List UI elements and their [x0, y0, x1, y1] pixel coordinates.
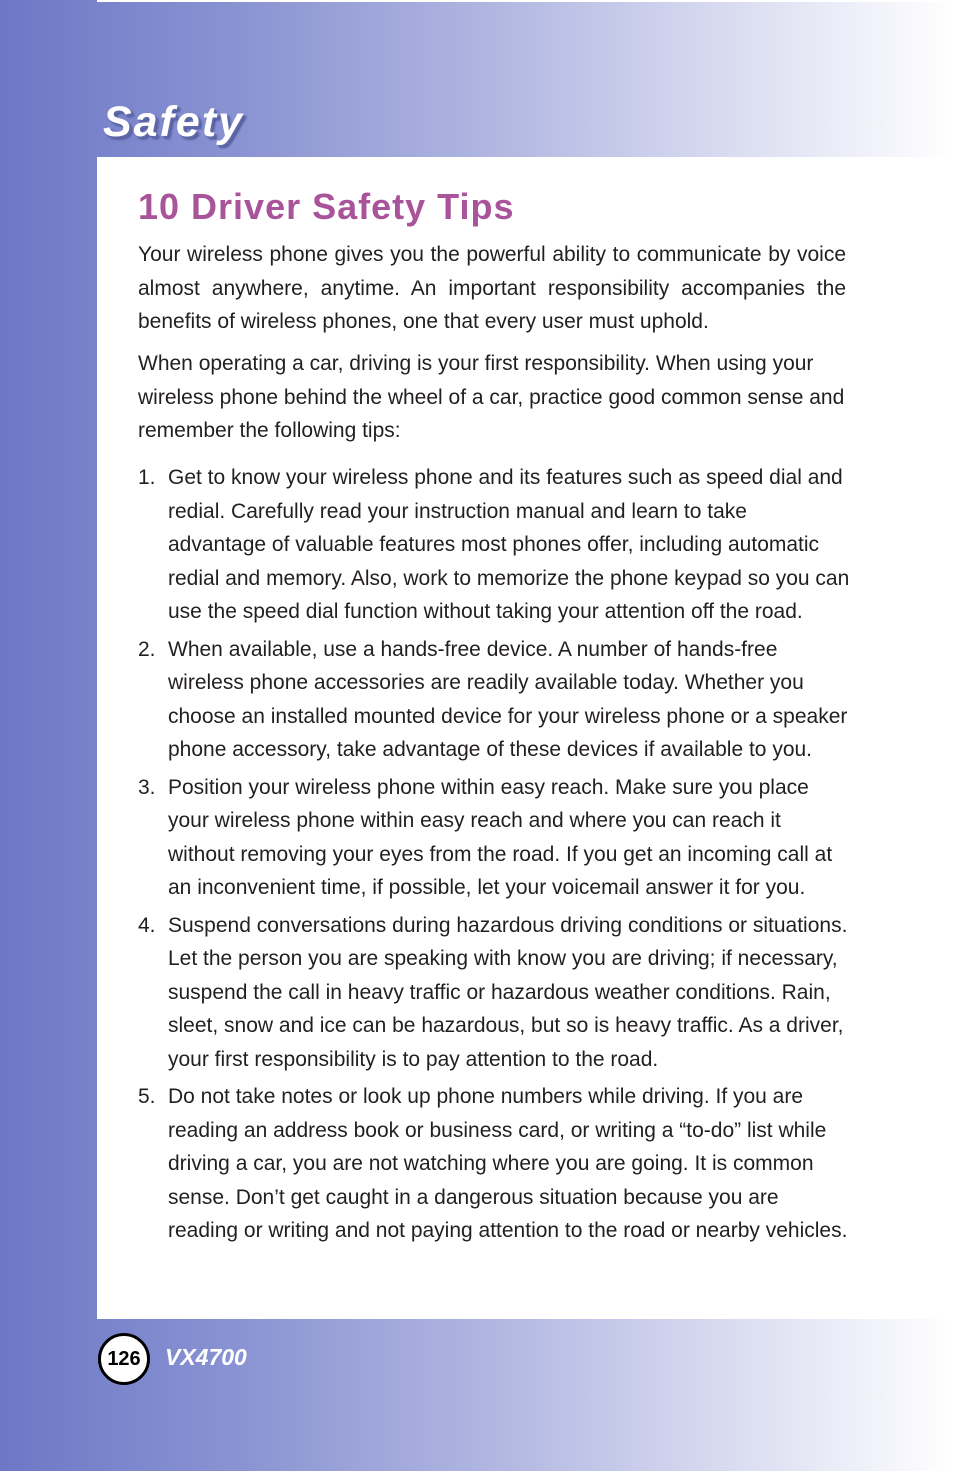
- safety-tips-list: [138, 461, 850, 1252]
- list-item: [138, 461, 850, 629]
- list-item: [138, 633, 850, 767]
- section-title: Safety: [103, 98, 245, 146]
- list-item: [138, 909, 850, 1077]
- page-number-badge: [98, 1333, 150, 1385]
- list-item: [138, 1080, 850, 1248]
- tip-text: Do not take notes or look up phone numbers while driving. If you are reading an address book or business card, or writing a “to-do” list while driving a car, you are not watching where you are going. It is common sense. Don’t get caught in a dangerous situation because you are reading or writing and not paying attention to the road or nearby vehicles.: [168, 1085, 848, 1242]
- intro-paragraph: Your wireless phone gives you the powerful ability to communicate by voice almost anywhere, anytime. An important responsibility accompanies the benefits of wireless phones, one that every user must uphold.: [138, 243, 846, 333]
- list-item: [138, 771, 850, 905]
- driving-paragraph: When operating a car, driving is your first responsibility. When using your wireless phone behind the wheel of a car, practice good common sense and remember the following tips:: [138, 352, 845, 442]
- tip-number: 5.: [138, 1085, 156, 1108]
- page-heading: 10 Driver Safety Tips: [138, 186, 515, 227]
- tip-number: 1.: [138, 466, 156, 489]
- tip-number: 3.: [138, 775, 156, 799]
- tip-text: When available, use a hands-free device. A number of hands-free wireless phone accessories are readily available today. Whether you choose an installed mounted device for your wireless phone or a speaker phone accessory, take advantage of these devices if available to you.: [168, 637, 848, 761]
- top-strip: [97, 0, 954, 2]
- tip-text: Get to know your wireless phone and its features such as speed dial and redial. Carefully read your instruction manual and learn to take advantage of valuable features most phones offer, including automatic redial and memory. Also, work to memorize the phone keypad so you can use the speed dial function without taking your attention off the road.: [168, 466, 850, 623]
- tip-text: Position your wireless phone within easy reach. Make sure you place your wireless phone within easy reach and where you can reach it without removing your eyes from the road. If you get an incoming call at an inconvenient time, if possible, let your voicemail answer it for you.: [168, 775, 833, 899]
- page-number: 126: [107, 1347, 141, 1370]
- tip-number: 2.: [138, 637, 156, 661]
- tip-number: 4.: [138, 913, 156, 937]
- model-name: VX4700: [165, 1344, 247, 1370]
- tip-text: Suspend conversations during hazardous driving conditions or situations. Let the person you are speaking with know you are driving; if necessary, suspend the call in heavy traffic or hazardous weather conditions. Rain, sleet, snow and ice can be hazardous, but so is heavy traffic. As a driver, your first responsibility is to pay attention to the road.: [168, 913, 848, 1071]
